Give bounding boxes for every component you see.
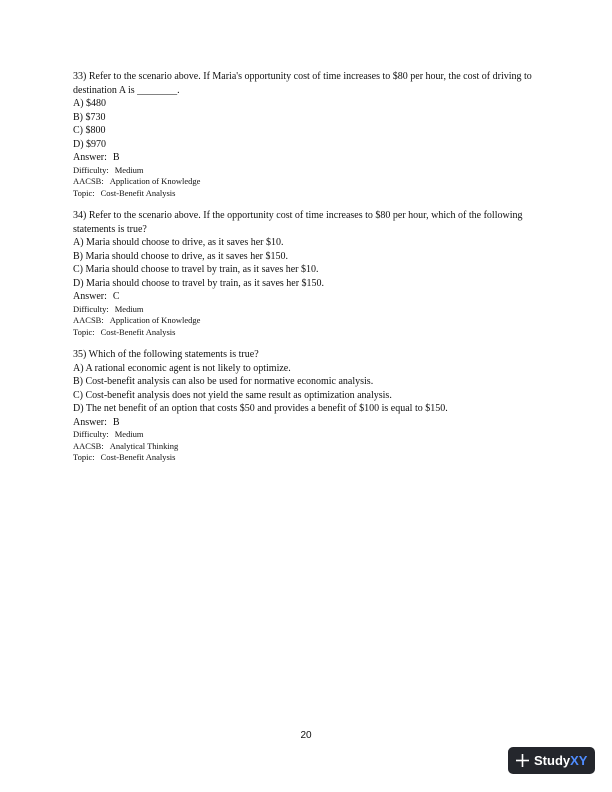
aacsb: AACSB: Application of Knowledge (73, 176, 201, 186)
topic: Topic: Cost-Benefit Analysis (73, 187, 176, 198)
question-33 (73, 70, 543, 199)
difficulty: Difficulty: Medium (73, 164, 144, 175)
difficulty: Difficulty: Medium (73, 429, 144, 439)
option-d: D) The net benefit of an option that costs $50 and provides a benefit of $100 is equal to $150. (73, 403, 448, 414)
question-list (73, 70, 543, 474)
option-a: A) Maria should choose to drive, as it saves her $10. (73, 237, 284, 248)
page-number: 20 (300, 730, 312, 741)
aacsb: AACSB: Application of Knowledge (73, 315, 201, 325)
topic: Topic: Cost-Benefit Analysis (73, 452, 176, 462)
aacsb: AACSB: Analytical Thinking (73, 440, 179, 451)
studyxy-badge[interactable] (508, 747, 595, 774)
option-c: C) $800 (73, 125, 106, 136)
option-c: C) Cost-benefit analysis does not yield the same result as optimization analysis. (73, 389, 392, 401)
answer: Answer: B (73, 416, 120, 428)
option-b: B) $730 (73, 111, 106, 123)
difficulty: Difficulty: Medium (73, 303, 144, 314)
answer: Answer: C (73, 291, 120, 302)
topic: Topic: Cost-Benefit Analysis (73, 326, 176, 337)
option-d: D) $970 (73, 138, 107, 150)
question-text: 35) Which of the following statements is true? (73, 349, 259, 360)
option-d: D) Maria should choose to travel by train, as it saves her $150. (73, 277, 325, 289)
option-b: B) Maria should choose to drive, as it saves her $150. (73, 250, 288, 262)
option-a: A) $480 (73, 98, 107, 109)
question-text: 33) Refer to the scenario above. If Maria's opportunity cost of time increases to $80 per hour, the cost of driving to destination A is ________. (73, 71, 532, 96)
question-text: 34) Refer to the scenario above. If the opportunity cost of time increases to $80 per hour, which of the following statements is true? (73, 210, 523, 235)
answer: Answer: B (73, 152, 120, 163)
brand-name: StudyXY (534, 753, 588, 768)
question-34 (73, 209, 543, 338)
option-b: B) Cost-benefit analysis can also be used for normative economic analysis. (73, 376, 374, 387)
question-35 (73, 348, 543, 464)
option-a: A) A rational economic agent is not likely to optimize. (73, 362, 291, 374)
plus-icon (516, 754, 529, 767)
option-c: C) Maria should choose to travel by train, as it saves her $10. (73, 264, 319, 275)
